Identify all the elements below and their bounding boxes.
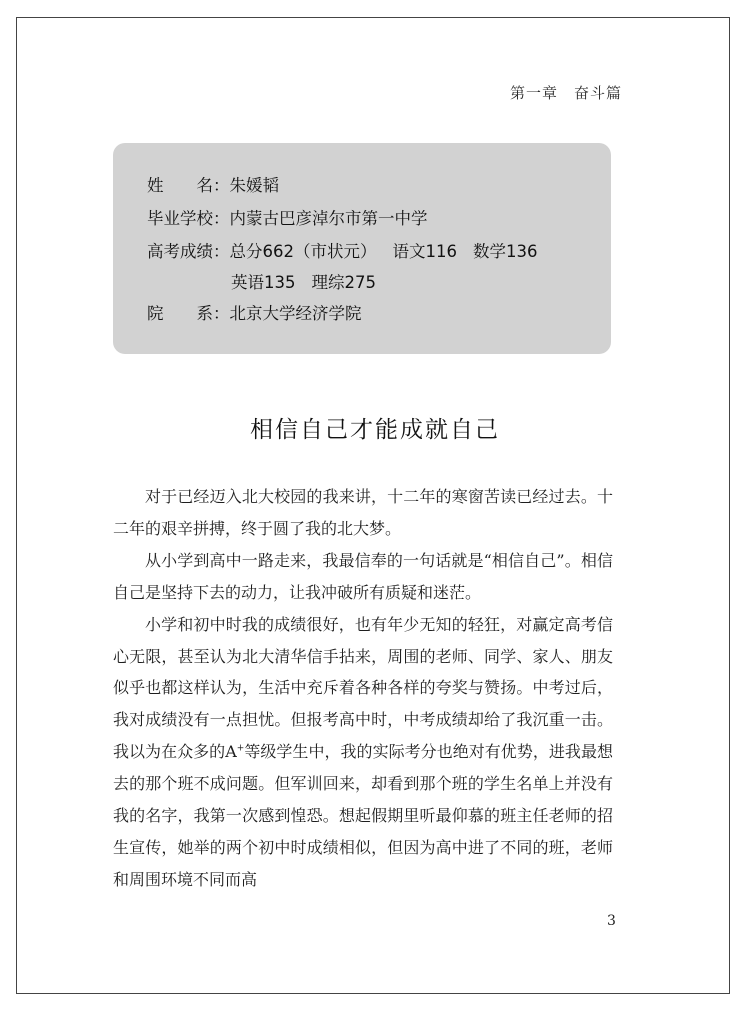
department-value: 北京大学经济学院 <box>229 304 362 323</box>
profile-school-row <box>147 205 428 229</box>
score-chinese: 语文116 <box>392 242 457 261</box>
school-label: 毕业学校： <box>147 209 230 228</box>
article-title: 相信自己才能成就自己 <box>250 417 500 443</box>
name-label: 姓 名： <box>147 176 230 195</box>
profile-score-row-2 <box>231 269 376 293</box>
grade-superscript: + <box>236 743 245 754</box>
department-label: 院 系： <box>147 304 230 323</box>
profile-score-row <box>147 238 538 262</box>
paragraph-2: 从小学到高中一路走来，我最信奉的一句话就是“相信自己”。相信自己是坚持下去的动力，让我冲破所有质疑和迷茫。 <box>113 550 613 602</box>
profile-name-row <box>147 172 279 196</box>
score-science: 理综275 <box>311 273 376 292</box>
score-math: 数学136 <box>473 242 538 261</box>
paragraph-3-text: 小学和初中时我的成绩很好，也有年少无知的轻狂，对赢定高考信心无限，甚至认为北大清华信手拈来，周围的老师、同学、家人、朋友似乎也都这样认为，生活中充斥着各种各样的夸奖与赞扬。中考过后，我对成绩没有一点担忧。但报考高中时，中考成绩却给了我沉重一击。我以为在众多的A <box>113 614 613 762</box>
paragraph-3-text-cont: 等级学生中，我的实际考分也绝对有优势，进我最想去的那个班不成问题。但军训回来，却看到那个班的学生名单上并没有我的名字，我第一次感到惶恐。想起假期里听最仰慕的班主任老师的招生宣传，她举的两个初中时成绩相似，但因为高中进了不同的班，老师和周围环境不同而高 <box>113 742 613 889</box>
school-value: 内蒙古巴彦淖尔市第一中学 <box>229 209 428 228</box>
paragraph-1: 对于已经迈入北大校园的我来讲，十二年的寒窗苦读已经过去。十二年的艰辛拼搏，终于圆了我的北大梦。 <box>113 487 613 538</box>
profile-department-row <box>147 300 362 324</box>
score-english: 英语135 <box>231 273 296 292</box>
score-label: 高考成绩： <box>147 242 230 261</box>
article-body <box>113 481 613 896</box>
paragraph-3 <box>113 609 613 896</box>
chapter-header: 第一章 奋斗篇 <box>510 84 623 102</box>
name-value: 朱媛韬 <box>229 176 279 195</box>
page-number: 3 <box>607 913 616 929</box>
score-total: 总分662（市状元） <box>229 242 377 261</box>
